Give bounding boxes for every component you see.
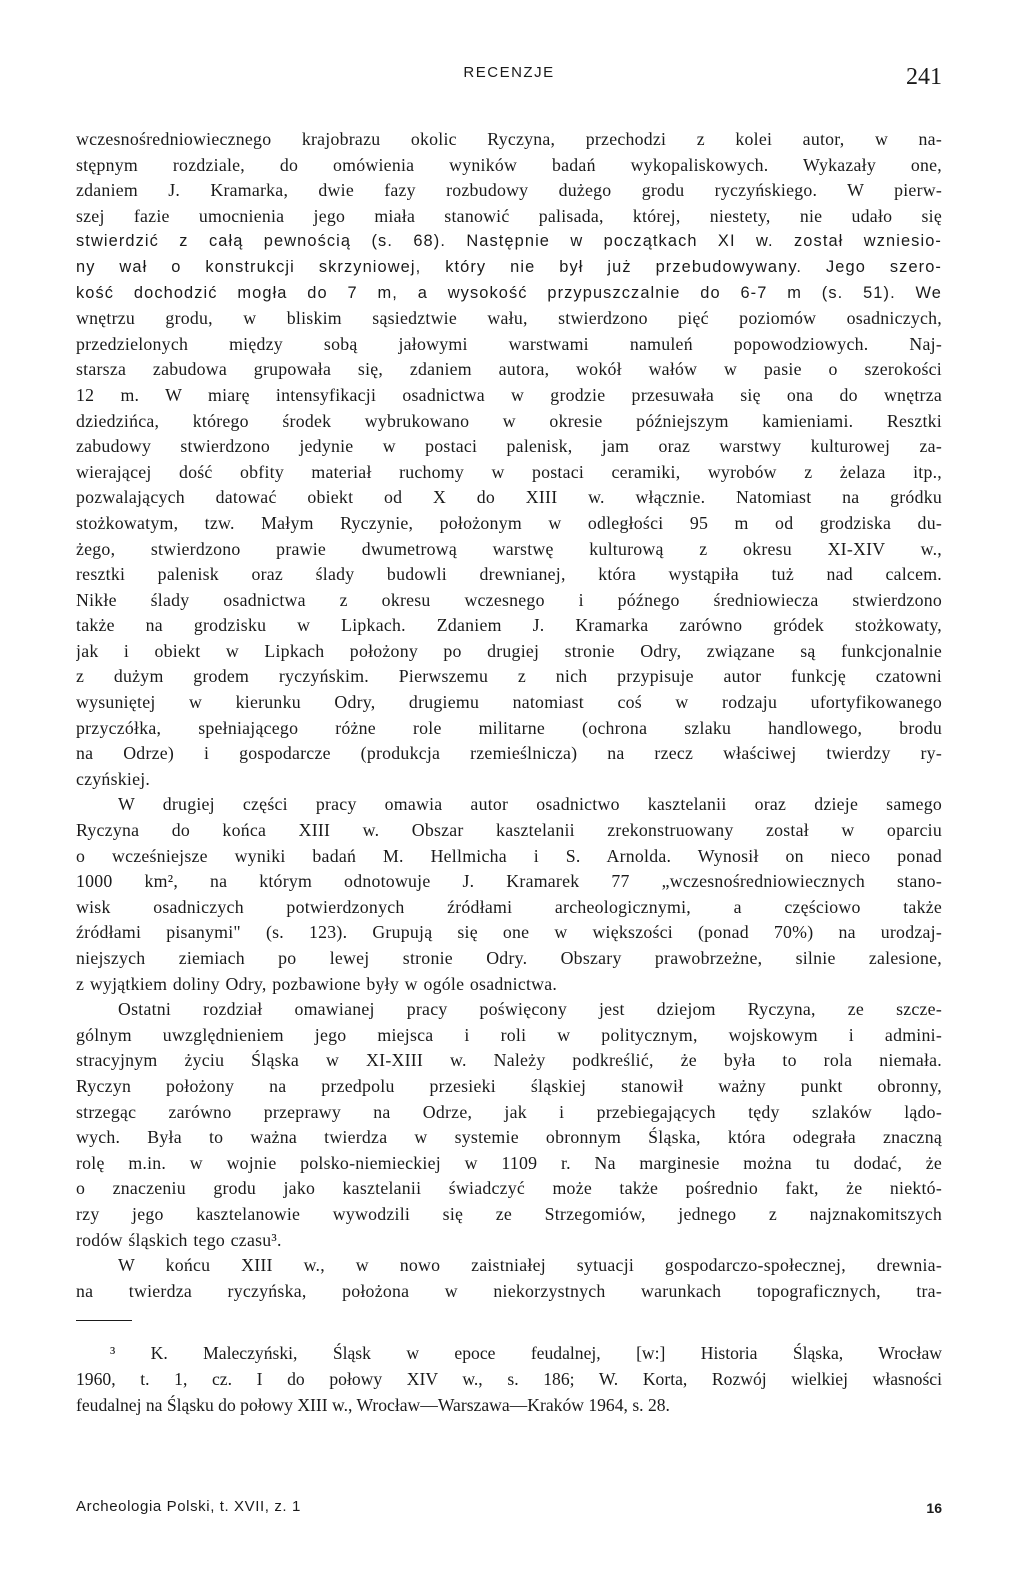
- body-line: czyńskiej.: [76, 768, 151, 789]
- body-line: jak i obiekt w Lipkach położony po drugiej stronie Odry, związane są funkcjonalnie: [76, 640, 942, 661]
- body-line: dziedzińca, którego środek wybrukowano w okresie późniejszym kamieniami. Resztki: [76, 410, 942, 431]
- footnote-line: feudalnej na Śląsku do połowy XIII w., Wrocław—Warszawa—Kraków 1964, s. 28.: [76, 1395, 670, 1415]
- body-line: W końcu XIII w., w nowo zaistniałej sytuacji gospodarczo-społecznej, drewnia-: [118, 1255, 942, 1276]
- body-line: szej fazie umocnienia jego miała stanowić palisada, której, niestety, nie udało się: [76, 205, 942, 226]
- page-number: 241: [906, 64, 942, 90]
- body-line: gólnym uwzględnieniem jego miejsca i roli w politycznym, wojskowym i admini-: [76, 1024, 942, 1045]
- body-line: o znaczeniu grodu jako kasztelanii świadczyć może także pośrednio fakt, że niektó-: [76, 1178, 942, 1199]
- body-line: stępnym rozdziale, do omówienia wyników badań wykopaliskowych. Wykazały one,: [76, 154, 942, 175]
- printer-signature: 16: [926, 1500, 942, 1516]
- body-line: rzy jego kasztelanowie wywodzili się ze Strzegomiów, jednego z najznakomitszych: [76, 1203, 942, 1224]
- body-line: stracyjnym życiu Śląska w XI-XIII w. Należy podkreślić, że była to rola niemała.: [76, 1050, 942, 1071]
- body-line: z dużym grodem ryczyńskim. Pierwszemu z nich przypisuje autor funkcję czatowni: [76, 666, 942, 687]
- body-line: na twierdza ryczyńska, położona w niekorzystnych warunkach topograficznych, tra-: [76, 1280, 942, 1301]
- footnote-rule: [76, 1320, 132, 1321]
- body-line: resztki palenisk oraz ślady budowli drewnianej, która wystąpiła tuż nad calcem.: [76, 564, 942, 585]
- footnote-line: 1960, t. 1, cz. I do połowy XIV w., s. 186; W. Korta, Rozwój wielkiej własności: [76, 1369, 942, 1389]
- body-line: wierającej dość obfity materiał ruchomy w postaci ceramiki, wyrobów z żelaza itp.,: [76, 461, 942, 482]
- body-line: wnętrzu grodu, w bliskim sąsiedztwie wału, stwierdzono pięć poziomów osadniczych,: [76, 308, 942, 329]
- body-line: żego, stwierdzono prawie dwumetrową warstwę kulturową z okresu XI-XIV w.,: [76, 538, 942, 559]
- body-line: Ostatni rozdział omawianej pracy poświęcony jest dziejom Ryczyna, ze szcze-: [118, 999, 942, 1020]
- body-line: także na grodzisku w Lipkach. Zdaniem J. Kramarka zarówno gródek stożkowaty,: [76, 615, 942, 636]
- body-line: wych. Była to ważna twierdza w systemie obronnym Śląska, która odegrała znaczną: [76, 1127, 942, 1148]
- journal-citation: Archeologia Polski, t. XVII, z. 1: [76, 1498, 301, 1515]
- body-line: 1000 km², na którym odnotowuje J. Kramarek 77 „wczesnośredniowiecznych stano-: [76, 871, 942, 892]
- body-line: rolę m.in. w wojnie polsko-niemieckiej w 1109 r. Na marginesie można tu dodać, że: [76, 1152, 942, 1173]
- body-line: z wyjątkiem doliny Odry, pozbawione były w ogóle osadnictwa.: [76, 973, 558, 994]
- body-line: wysuniętej w kierunku Odry, drugiemu natomiast coś w rodzaju ufortyfikowanego: [76, 692, 942, 713]
- footnotes: [76, 1340, 942, 1418]
- body-line: źródłami pisanymi" (s. 123). Grupują się one w większości (ponad 70%) na urodzaj-: [76, 922, 942, 943]
- body-line: niejszych ziemiach po lewej stronie Odry. Obszary prawobrzeżne, silnie zalesione,: [76, 948, 942, 968]
- body-line: kość dochodzić mogła do 7 m, a wysokość przypuszczalnie do 6-7 m (s. 51). We: [76, 283, 942, 302]
- body-line: starsza zabudowa grupowała się, zdaniem autora, wokół wałów w pasie o szerokości: [76, 359, 942, 380]
- body-line: o wcześniejsze wyniki badań M. Hellmicha i S. Arnolda. Wynosił on nieco ponad: [76, 845, 942, 866]
- body-line: strzegąc zarówno przeprawy na Odrze, jak i przebiegających tędy szlaków lądo-: [76, 1101, 942, 1122]
- body-line: na Odrze) i gospodarcze (produkcja rzemieślnicza) na rzecz właściwej twierdzy ry-: [76, 743, 942, 764]
- body-line: przyczółka, spełniającego różne role militarne (ochrona szlaku handlowego, brodu: [76, 717, 942, 738]
- body-line: Nikłe ślady osadnictwa z okresu wczesnego i późnego średniowiecza stwierdzono: [76, 589, 942, 610]
- body-line: zdaniem J. Kramarka, dwie fazy rozbudowy dużego grodu ryczyńskiego. W pierw-: [76, 180, 942, 201]
- page-footer: [76, 1498, 942, 1528]
- body-text: [76, 127, 942, 1304]
- body-line: rodów śląskich tego czasu³.: [76, 1229, 282, 1250]
- footnote-line: ³ K. Maleczyński, Śląsk w epoce feudalnej, [w:] Historia Śląska, Wrocław: [110, 1343, 942, 1363]
- page-header: [76, 58, 942, 98]
- body-line: stożkowatym, tzw. Małym Ryczynie, położonym w odległości 95 m od grodziska du-: [76, 512, 942, 533]
- body-line: stwierdzić z całą pewnością (s. 68). Następnie w początkach XI w. został wzniesio-: [76, 232, 942, 251]
- body-line: zabudowy stwierdzono jedynie w postaci palenisk, jam oraz warstwy kulturowej za-: [76, 436, 942, 457]
- body-line: Ryczyn położony na przedpolu przesieki śląskiej stanowił ważny punkt obronny,: [76, 1075, 942, 1096]
- body-line: 12 m. W miarę intensyfikacji osadnictwa w grodzie przesuwała się ona do wnętrza: [76, 384, 942, 405]
- running-head: RECENZJE: [463, 64, 555, 81]
- body-line: W drugiej części pracy omawia autor osadnictwo kasztelanii oraz dzieje samego: [118, 794, 942, 815]
- body-line: przedzielonych między sobą jałowymi warstwami namuleń popowodziowych. Naj-: [76, 333, 942, 354]
- body-line: wisk osadniczych potwierdzonych źródłami archeologicznymi, a częściowo także: [76, 896, 942, 917]
- body-line: Ryczyna do końca XIII w. Obszar kasztelanii zrekonstruowany został w oparciu: [76, 820, 942, 841]
- body-line: ny wał o konstrukcji skrzyniowej, który nie był już przebudowywany. Jego szero-: [76, 257, 942, 276]
- body-line: wczesnośredniowiecznego krajobrazu okolic Ryczyna, przechodzi z kolei autor, w na-: [76, 129, 942, 149]
- body-line: pozwalających datować obiekt od X do XIII w. włącznie. Natomiast na gródku: [76, 487, 942, 508]
